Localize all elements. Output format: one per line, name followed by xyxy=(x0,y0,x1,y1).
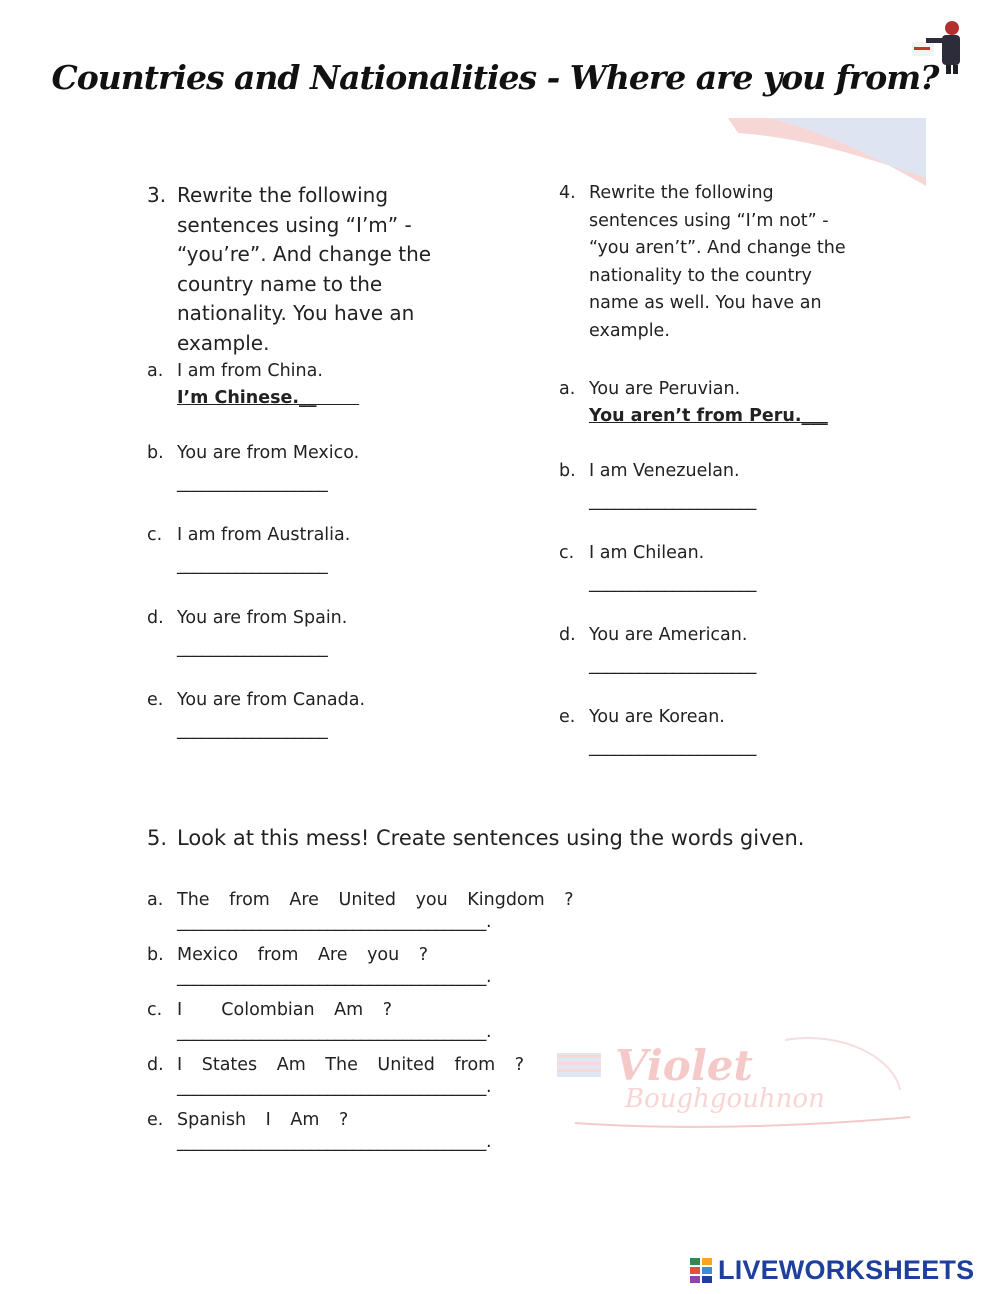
watermark-surname: Boughgouhnon xyxy=(625,1084,825,1114)
liveworksheets-logo[interactable] xyxy=(690,1255,990,1285)
q4-line: example. xyxy=(589,320,670,341)
q5-scrambled-words: The from Are United you Kingdom ? xyxy=(177,890,574,910)
answer-blank[interactable]: __________________ xyxy=(177,720,328,740)
q4-sentence: You are Peruvian. xyxy=(589,379,741,399)
answer-blank[interactable]: __________________ xyxy=(177,555,328,575)
q4-line: name as well. You have an xyxy=(589,293,822,313)
q5-scrambled-words: Spanish I Am ? xyxy=(177,1110,349,1130)
q4-sentence: I am Chilean. xyxy=(589,543,705,563)
q3-line: example. xyxy=(177,330,270,355)
q3-sentence: You are from Mexico. xyxy=(177,443,360,463)
q4-number: 4. xyxy=(559,183,576,203)
q3-instructions xyxy=(147,181,477,361)
q4-line: “you aren’t”. And change the xyxy=(589,238,846,258)
q3-example-answer: I’m Chinese.__ xyxy=(177,388,360,408)
q3-line: Rewrite the following xyxy=(177,183,389,207)
q4-example-answer: You aren’t from Peru.___ xyxy=(589,406,828,426)
answer-blank[interactable]: _____________________________________. xyxy=(177,912,492,932)
q5-scrambled-words: I States Am The United from ? xyxy=(177,1055,525,1075)
liveworksheets-logo-icon xyxy=(690,1258,714,1284)
q5-scrambled-words: Mexico from Are you ? xyxy=(177,945,429,965)
answer-blank[interactable]: _____________________________________. xyxy=(177,1077,492,1097)
q3-line: country name to the xyxy=(177,271,383,296)
flag-decoration xyxy=(728,118,926,186)
answer-blank[interactable]: _____________________________________. xyxy=(177,1022,492,1042)
q3-number: 3. xyxy=(147,183,167,207)
answer-blank[interactable]: ____________________ xyxy=(589,491,757,511)
answer-blank[interactable]: _____________________________________. xyxy=(177,1132,492,1152)
author-watermark xyxy=(555,1035,915,1135)
q5-scrambled-words: I Colombian Am ? xyxy=(177,1000,393,1020)
author-avatar xyxy=(912,18,966,74)
q3-line: nationality. You have an xyxy=(177,301,415,325)
q4-instructions xyxy=(559,180,899,350)
q3-sentence: I am from Australia. xyxy=(177,525,351,545)
answer-blank[interactable]: __________________ xyxy=(177,473,328,493)
q3-line: “you’re”. And change the xyxy=(177,242,432,266)
q3-sentence: You are from Canada. xyxy=(177,690,366,710)
q4-sentence: You are American. xyxy=(589,625,748,645)
answer-blank[interactable]: __________________ xyxy=(177,638,328,658)
q3-line: sentences using “I’m” - xyxy=(177,212,412,237)
q3-sentence: You are from Spain. xyxy=(177,608,348,628)
q4-sentence: You are Korean. xyxy=(589,707,725,727)
q5-title: Look at this mess! Create sentences using the words given. xyxy=(177,826,805,850)
answer-blank[interactable]: ____________________ xyxy=(589,737,757,757)
q4-line: nationality to the country xyxy=(589,265,812,286)
answer-blank[interactable]: ____________________ xyxy=(589,655,757,675)
page-title: Countries and Nationalities - Where are you from? xyxy=(51,58,939,97)
q3-sentence: I am from China. xyxy=(177,361,323,381)
q4-line: sentences using “I’m not” - xyxy=(589,210,829,231)
watermark-name: Violet xyxy=(615,1041,753,1090)
answer-blank[interactable]: ____________________ xyxy=(589,573,757,593)
liveworksheets-brand: LIVEWORKSHEETS xyxy=(718,1255,975,1285)
answer-blank[interactable]: _____________________________________. xyxy=(177,967,492,987)
q4-sentence: I am Venezuelan. xyxy=(589,461,740,481)
q4-line: Rewrite the following xyxy=(589,183,774,203)
q5-number: 5. xyxy=(147,826,168,850)
